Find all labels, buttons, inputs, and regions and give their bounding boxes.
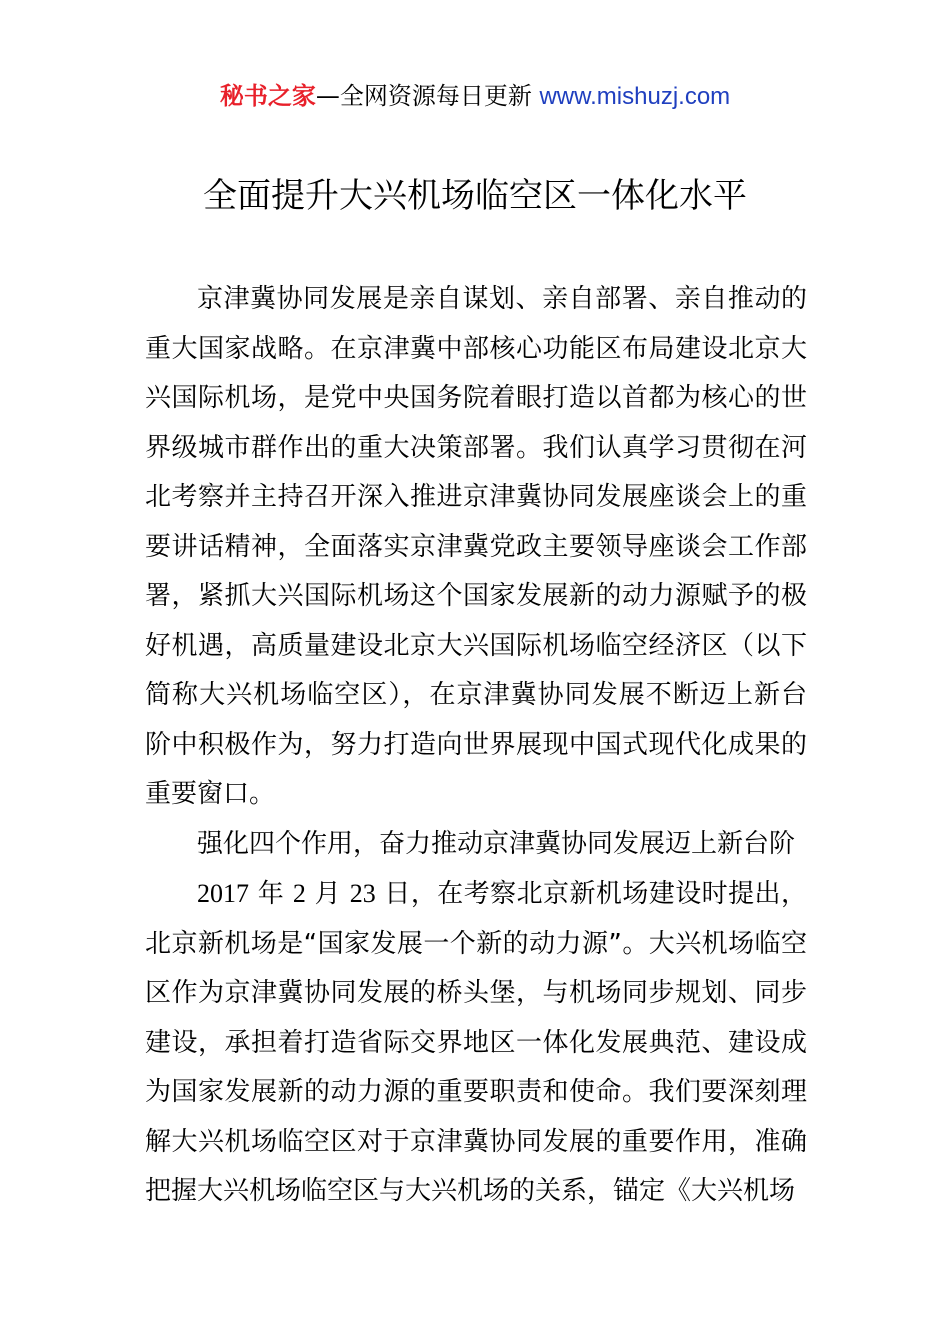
site-tagline: —全网资源每日更新 [315, 82, 540, 110]
site-brand: 秘书之家 [219, 82, 316, 110]
paragraph-section-heading: 强化四个作用，奋力推动京津冀协同发展迈上新台阶 [197, 828, 796, 859]
date-year-unit: 年 [257, 879, 285, 909]
date-month-unit: 月 [314, 879, 342, 909]
document-title: 全面提升大兴机场临空区一体化水平 [203, 176, 747, 216]
paragraph-intro: 京津冀协同发展是亲自谋划、亲自部署、亲自推动的重大国家战略。在京津冀中部核心功能区布局建设北京大兴国际机场，是党中央国务院着眼打造以首都为核心的世界级城市群作出的重大决策部署。我们认真学习贯彻在河北考察并主持召开深入推进京津冀协同发展座谈会上的重要讲话精神，全面落实京津冀党政主要领导座谈会工作部署，紧抓大兴国际机场这个国家发展新的动力源赋予的极好机遇，高质量建设北京大兴国际机场临空经济区（以下简称大兴机场临空区），在京津冀协同发展不断迈上新台阶中积极作为，努力打造向世界展现中国式现代化成果的重要窗口。 [145, 284, 807, 809]
site-header [0, 80, 950, 113]
date-year: 2017 [197, 879, 249, 908]
site-url-link[interactable]: www.mishuzj.com [539, 83, 731, 110]
date-month: 2 [292, 879, 306, 908]
paragraph-section-body [145, 869, 807, 1217]
date-day: 23 [349, 879, 376, 908]
paragraph-section-text: 日，在考察北京新机场建设时提出，北京新机场是“国家发展一个新的动力源”。大兴机场临空区作为京津冀协同发展的桥头堡，与机场同步规划、同步建设，承担着打造省际交界地区一体化发展典范、建设成为国家发展新的动力源的重要职责和使命。我们要深刻理解大兴机场临空区对于京津冀协同发展的重要作用，准确把握大兴机场临空区与大兴机场的关系，锚定《大兴机场 [145, 879, 807, 1206]
document-body [145, 275, 807, 1217]
